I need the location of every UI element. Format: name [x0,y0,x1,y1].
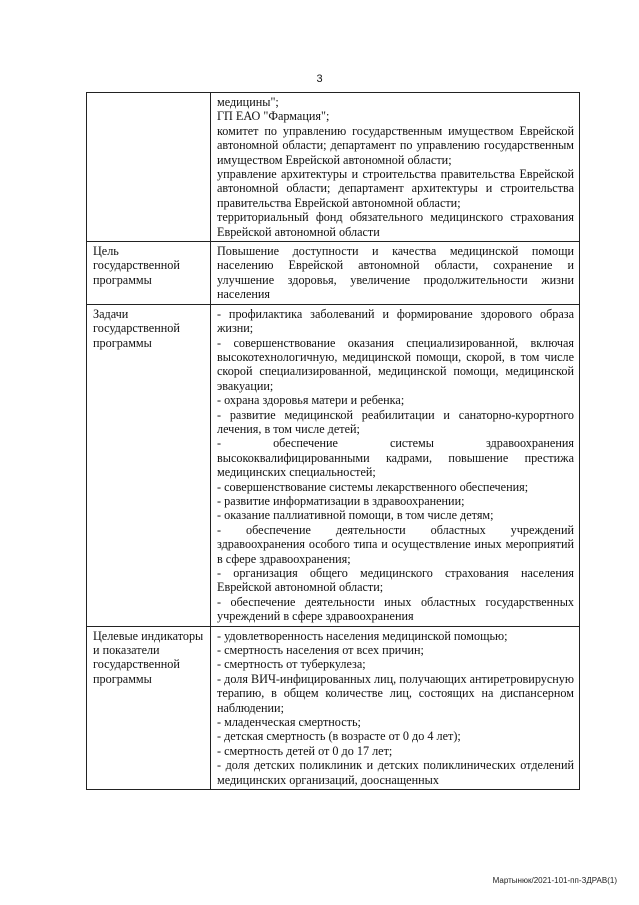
content-line: - обеспечение системы здравоохранения высококвалифицированными кадрами, повышение престижа медицинских специальностей; [217,436,574,480]
content-line: - совершенствование системы лекарственного обеспечения; [217,479,529,494]
content-line: комитет по управлению государственным имуществом Еврейской автономной области; департамент по управлению государственным имуществом Еврейской автономной области; [217,123,574,167]
content-line: медицины"; [217,95,279,109]
content-line: - совершенствование оказания специализированной, включая высокотехнологичную, медицинской помощи, скорой, в том числе скорой специализированной, медицинской помощи, медицинской эвакуации; [217,335,574,393]
content-line: - младенческая смертность; [217,715,361,730]
content-line: - развитие медицинской реабилитации и санаторно-курортного лечения, в том числе детей; [217,407,574,436]
row-content [211,304,580,626]
content-line: - доля детских поликлиник и детских поликлинических отделений медицинских организаций, дооснащенных [217,758,574,787]
row-label: Цель государственной программы [87,242,211,305]
content-line: территориальный фонд обязательного медицинского страхования Еврейской автономной области [217,210,574,239]
content-line: - обеспечение деятельности иных областных государственных учреждений в сфере здравоохранения [217,594,574,624]
content-line: управление архитектуры и строительства правительства Еврейской автономной области; департамент архитектуры и строительства правительства Еврейской автономной области; [217,167,574,210]
content-line: Повышение доступности и качества медицинской помощи населению Еврейской автономной области, сохранение и улучшение здоровья, увеличение продолжительности жизни населения [217,244,574,302]
program-passport-table [86,92,580,790]
row-responsible-continued [87,93,580,242]
content-line: - удовлетворенность населения медицинской помощью; [217,628,508,643]
row-content [211,626,580,789]
content-line: - смертность от туберкулеза; [217,657,366,672]
page-number: 3 [316,73,323,85]
content-line: - охрана здоровья матери и ребенка; [217,393,405,408]
row-label [87,93,211,242]
row-target-indicators [87,626,580,789]
row-label: Задачи государственной программы [87,304,211,626]
content-line: - смертность населения от всех причин; [217,643,424,658]
content-line: - обеспечение деятельности областных учреждений здравоохранения особого типа и осуществление иных мероприятий в сфере здравоохранения; [217,522,574,566]
row-content [211,93,580,242]
row-program-goal [87,242,580,305]
content-line: - доля ВИЧ-инфицированных лиц, получающих антиретровирусную терапию, в общем количестве лиц, состоящих на диспансерном наблюдении; [217,671,574,715]
content-line: - оказание паллиативной помощи, в том числе детям; [217,508,494,523]
document-footer-code: Мартынюк/2021-101-пп-ЗДРАВ(1) [492,876,617,885]
content-line: - организация общего медицинского страхования населения Еврейской автономной области; [217,566,574,595]
row-label: Целевые индикаторы и показатели государственной программы [87,626,211,789]
row-program-tasks [87,304,580,626]
row-content [211,242,580,305]
content-line: - развитие информатизации в здравоохранении; [217,493,465,508]
content-line: ГП ЕАО "Фармация"; [217,109,330,124]
content-line: - детская смертность (в возрасте от 0 до 4 лет); [217,729,461,744]
content-line: - смертность детей от 0 до 17 лет; [217,743,393,758]
content-line: - профилактика заболеваний и формирование здорового образа жизни; [217,306,574,336]
